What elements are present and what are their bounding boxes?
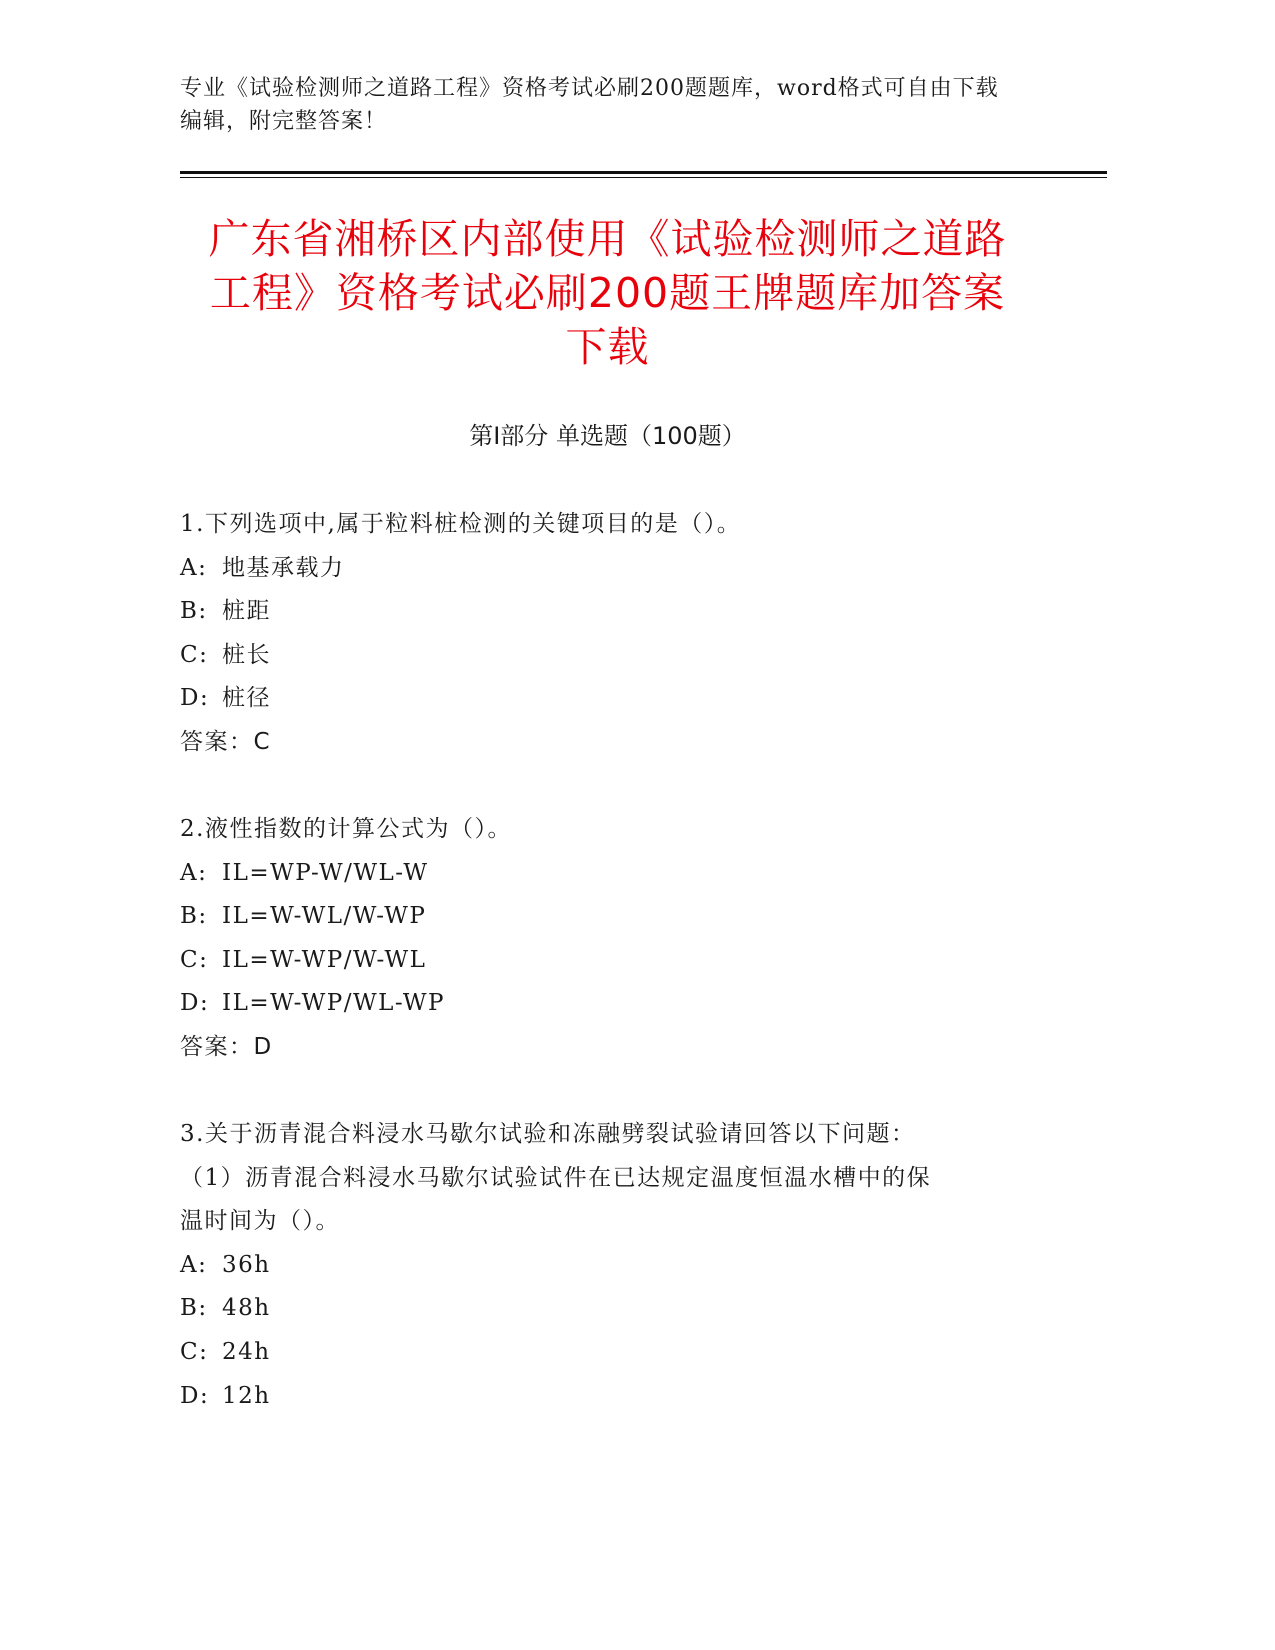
option-text: 48h <box>222 1295 271 1322</box>
option-text: 36h <box>222 1251 271 1278</box>
header-note-line-1: 专业《试验检测师之道路工程》资格考试必刷200题题库，word格式可自由下载 <box>180 76 999 101</box>
option-label: A: <box>180 1251 208 1278</box>
title-line-2: 工程》资格考试必刷200题王牌题库加答案 <box>209 269 1006 317</box>
option-c <box>180 634 1050 678</box>
question-3 <box>180 1113 1050 1418</box>
option-label: B: <box>180 1295 208 1322</box>
option-text: 桩径 <box>222 685 271 712</box>
option-d <box>180 982 1050 1026</box>
question-stem-line-1: 3.关于沥青混合料浸水马歇尔试验和冻融劈裂试验请回答以下问题： <box>180 1121 916 1147</box>
header-note <box>180 72 1060 138</box>
title-line-1: 广东省湘桥区内部使用《试验检测师之道路 <box>208 215 1007 263</box>
option-b <box>180 590 1050 634</box>
option-text: IL=W-WP/W-WL <box>222 946 427 973</box>
option-c <box>180 1331 1050 1375</box>
option-label: C: <box>180 1338 209 1365</box>
option-text: IL=WP-W/WL-W <box>222 859 429 886</box>
option-a <box>180 852 1050 896</box>
option-text: IL=W-WL/W-WP <box>222 903 427 930</box>
option-c <box>180 939 1050 983</box>
option-label: D: <box>180 990 210 1017</box>
option-label: B: <box>180 903 208 930</box>
option-label: B: <box>180 598 208 625</box>
option-b <box>180 895 1050 939</box>
header-note-line-2: 编辑，附完整答案！ <box>180 109 388 134</box>
option-text: 12h <box>222 1382 271 1409</box>
option-d <box>180 1375 1050 1419</box>
option-a <box>180 1244 1050 1288</box>
question-1 <box>180 503 1050 765</box>
question-2 <box>180 808 1050 1070</box>
option-label: A: <box>180 554 208 581</box>
question-stem-line-2: （1）沥青混合料浸水马歇尔试验试件在已达规定温度恒温水槽中的保 <box>180 1164 932 1191</box>
question-stem-line-3: 温时间为（）。 <box>180 1208 340 1235</box>
option-label: C: <box>180 946 209 973</box>
header-divider-thick <box>180 171 1107 174</box>
option-label: D: <box>180 1382 210 1409</box>
option-text: 桩距 <box>222 598 271 625</box>
option-text: 桩长 <box>222 641 271 668</box>
question-stem: 1.下列选项中,属于粒料桩检测的关键项目的是（）。 <box>180 511 742 537</box>
section-heading: 第Ⅰ部分 单选题（100题） <box>469 422 746 450</box>
option-b <box>180 1287 1050 1331</box>
question-stem: 2.液性指数的计算公式为（）。 <box>180 816 512 842</box>
option-text: 24h <box>222 1338 271 1365</box>
option-d <box>180 677 1050 721</box>
option-a <box>180 547 1050 591</box>
option-label: D: <box>180 685 210 712</box>
option-text: 地基承载力 <box>222 554 345 581</box>
option-text: IL=W-WP/WL-WP <box>222 990 446 1017</box>
answer: 答案：C <box>180 728 272 755</box>
document-title <box>170 212 1045 374</box>
title-line-3: 下载 <box>565 323 650 371</box>
answer: 答案：D <box>180 1033 273 1060</box>
option-label: C: <box>180 641 209 668</box>
option-label: A: <box>180 859 208 886</box>
header-divider-thin <box>180 177 1107 178</box>
